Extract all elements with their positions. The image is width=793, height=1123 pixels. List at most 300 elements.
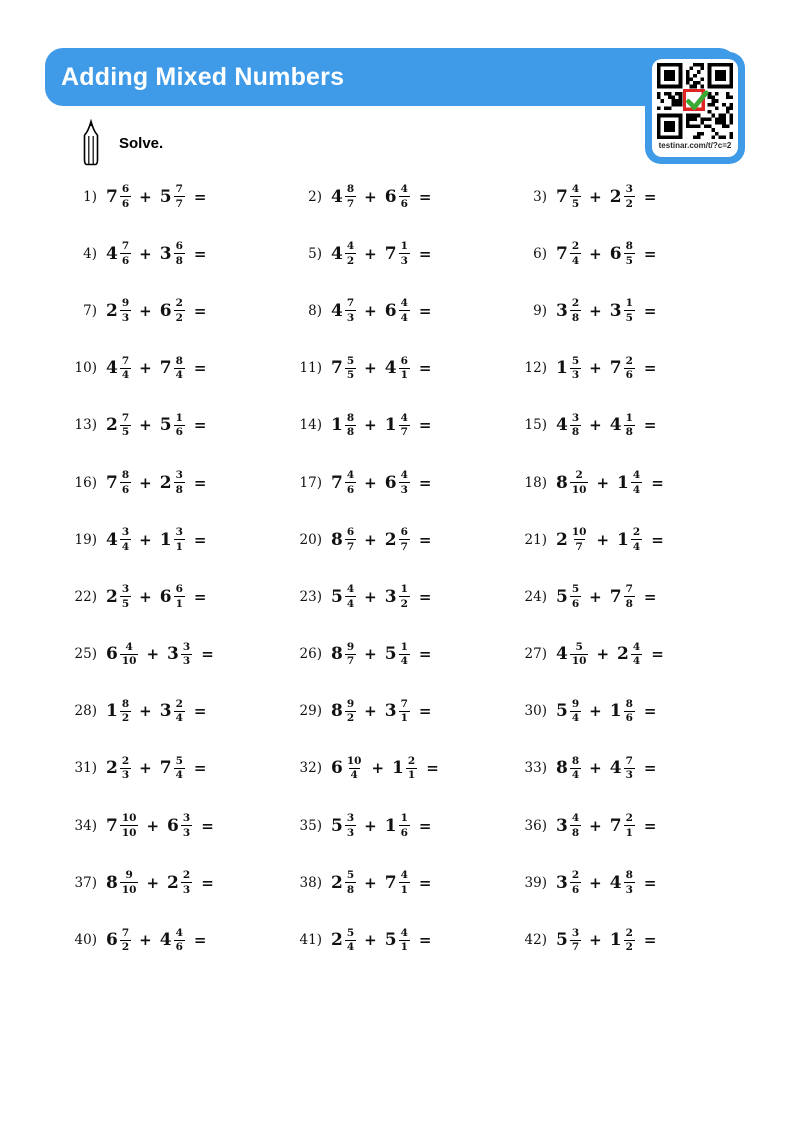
numerator: 2 (175, 297, 183, 310)
plus-sign: + (139, 301, 152, 320)
whole-number: 3 (167, 644, 179, 665)
problem-number: 10) (74, 360, 97, 377)
denominator: 7 (175, 197, 183, 210)
mixed-number-1 (331, 470, 356, 495)
numerator: 6 (121, 183, 130, 196)
mixed-number-1 (106, 870, 138, 895)
mixed-number-1 (106, 584, 131, 609)
equals-sign: = (651, 530, 664, 549)
numerator: 8 (571, 754, 580, 767)
whole-number: 1 (331, 415, 343, 436)
problem (520, 584, 760, 609)
problem (295, 527, 520, 552)
denominator: 4 (346, 597, 355, 610)
mixed-number-1 (106, 241, 131, 266)
mixed-number-1 (556, 756, 581, 781)
denominator: 10 (121, 883, 137, 896)
denominator: 2 (121, 941, 130, 954)
numerator: 6 (400, 354, 408, 367)
mixed-number-2 (610, 813, 635, 838)
problem-number: 27) (524, 646, 547, 663)
denominator: 6 (625, 712, 633, 725)
mixed-number-1 (556, 184, 581, 209)
mixed-number-2 (167, 642, 192, 667)
numerator: 4 (346, 240, 355, 253)
numerator: 10 (121, 812, 137, 825)
mixed-number-2 (385, 870, 410, 895)
fraction (399, 642, 410, 667)
instruction-row (76, 118, 163, 168)
equals-sign: = (643, 931, 657, 950)
mixed-number-1 (331, 756, 363, 781)
fraction (624, 584, 635, 609)
instruction-label: Solve. (119, 134, 164, 152)
fraction (624, 756, 635, 781)
fraction (570, 813, 581, 838)
equals-sign: = (193, 416, 207, 435)
page-title: Adding Mixed Numbers (61, 63, 345, 91)
problem-number: 22) (74, 588, 97, 605)
fraction (174, 298, 185, 323)
fraction (120, 184, 131, 209)
fraction (399, 584, 410, 609)
qr-caption: testinar.com/t/?c=2 (658, 141, 732, 150)
problem (70, 699, 295, 724)
numerator: 4 (400, 297, 408, 310)
equals-sign: = (418, 645, 432, 664)
plus-sign: + (364, 530, 377, 549)
problem-number: 24) (524, 588, 547, 605)
equals-sign: = (643, 816, 657, 835)
mixed-number-1 (556, 870, 581, 895)
plus-sign: + (589, 244, 602, 263)
whole-number: 8 (106, 872, 118, 893)
qr-code-icon (657, 63, 733, 139)
problem-number: 42) (524, 932, 547, 949)
equals-sign: = (643, 244, 657, 263)
mixed-number-2 (385, 584, 410, 609)
mixed-number-1 (331, 813, 356, 838)
denominator: 3 (121, 769, 130, 782)
mixed-number-1 (331, 584, 356, 609)
problem (295, 241, 520, 266)
problem-number: 23) (299, 588, 322, 605)
denominator: 1 (400, 883, 408, 896)
plus-sign: + (364, 931, 377, 950)
numerator: 8 (625, 697, 633, 710)
denominator: 1 (400, 369, 408, 382)
fraction (399, 699, 410, 724)
plus-sign: + (596, 645, 610, 664)
fraction (174, 928, 185, 953)
denominator: 4 (400, 655, 408, 668)
mixed-number-1 (331, 356, 356, 381)
mixed-number-2 (160, 928, 185, 953)
denominator: 7 (346, 197, 355, 210)
whole-number: 8 (331, 644, 343, 665)
problem (520, 813, 760, 838)
mixed-number-1 (106, 298, 131, 323)
problem (70, 241, 295, 266)
denominator: 8 (346, 883, 355, 896)
fraction (631, 470, 642, 495)
numerator: 7 (400, 697, 408, 710)
plus-sign: + (364, 873, 377, 892)
fraction (399, 241, 410, 266)
problem-number: 38) (299, 874, 322, 891)
denominator: 3 (346, 826, 355, 839)
mixed-number-2 (610, 699, 635, 724)
denominator: 5 (121, 597, 130, 610)
numerator: 3 (121, 583, 130, 596)
mixed-number-2 (617, 470, 642, 495)
denominator: 3 (400, 254, 408, 267)
whole-number: 1 (384, 815, 397, 836)
fraction (345, 184, 356, 209)
mixed-number-2 (610, 870, 635, 895)
whole-number: 7 (384, 872, 397, 893)
plus-sign: + (139, 473, 152, 492)
equals-sign: = (643, 873, 657, 892)
numerator: 5 (346, 354, 355, 367)
denominator: 2 (121, 712, 130, 725)
numerator: 4 (400, 411, 408, 424)
plus-sign: + (139, 702, 152, 721)
whole-number: 4 (556, 415, 568, 436)
whole-number: 4 (384, 358, 397, 379)
problem-number: 13) (74, 417, 97, 434)
problem (70, 184, 295, 209)
numerator: 4 (125, 640, 133, 653)
fraction (120, 813, 139, 838)
problem (520, 356, 760, 381)
problem (520, 241, 760, 266)
problem (520, 184, 760, 209)
equals-sign: = (418, 816, 432, 835)
fraction (120, 870, 139, 895)
mixed-number-1 (331, 642, 356, 667)
fraction (570, 470, 589, 495)
problem (295, 356, 520, 381)
numerator: 9 (346, 697, 355, 710)
problem-number: 19) (74, 531, 97, 548)
numerator: 7 (175, 183, 183, 196)
mixed-number-2 (610, 584, 635, 609)
whole-number: 8 (331, 701, 343, 722)
problem (520, 699, 760, 724)
numerator: 7 (121, 240, 130, 253)
whole-number: 7 (609, 586, 622, 607)
numerator: 3 (625, 183, 633, 196)
fraction (174, 413, 185, 438)
mixed-number-2 (160, 356, 185, 381)
fraction (120, 642, 139, 667)
equals-sign: = (193, 759, 207, 778)
numerator: 2 (575, 469, 583, 482)
whole-number: 4 (106, 358, 118, 379)
fraction (399, 527, 410, 552)
denominator: 5 (625, 254, 633, 267)
fraction (345, 413, 356, 438)
whole-number: 3 (556, 872, 568, 893)
equals-sign: = (193, 931, 207, 950)
denominator: 4 (175, 369, 183, 382)
mixed-number-2 (617, 642, 642, 667)
mixed-number-2 (392, 756, 417, 781)
mixed-number-2 (160, 527, 185, 552)
denominator: 8 (571, 311, 580, 324)
denominator: 8 (175, 254, 183, 267)
problem-number: 9) (533, 302, 547, 319)
fraction (345, 527, 356, 552)
fraction (570, 184, 581, 209)
equals-sign: = (193, 301, 207, 320)
fraction (120, 584, 131, 609)
whole-number: 2 (167, 872, 179, 893)
whole-number: 5 (159, 415, 172, 436)
mixed-number-1 (106, 356, 131, 381)
problem-number: 20) (299, 531, 322, 548)
problem (295, 584, 520, 609)
plus-sign: + (589, 702, 602, 721)
plus-sign: + (146, 816, 160, 835)
fraction (120, 356, 131, 381)
numerator: 3 (175, 526, 183, 539)
numerator: 4 (346, 469, 355, 482)
equals-sign: = (201, 873, 214, 892)
mixed-number-1 (106, 756, 131, 781)
denominator: 5 (571, 197, 580, 210)
whole-number: 7 (159, 358, 172, 379)
whole-number: 3 (159, 701, 172, 722)
mixed-number-1 (106, 699, 131, 724)
denominator: 7 (346, 655, 355, 668)
mixed-number-2 (610, 184, 635, 209)
whole-number: 1 (617, 529, 629, 550)
fraction (181, 813, 192, 838)
fraction (345, 699, 356, 724)
denominator: 2 (625, 197, 633, 210)
numerator: 1 (625, 411, 633, 424)
denominator: 2 (400, 597, 408, 610)
equals-sign: = (643, 759, 657, 778)
plus-sign: + (364, 359, 377, 378)
numerator: 4 (400, 183, 408, 196)
whole-number: 2 (106, 758, 118, 779)
numerator: 8 (121, 469, 130, 482)
whole-number: 7 (331, 358, 343, 379)
denominator: 2 (346, 254, 355, 267)
problem-number: 12) (524, 360, 547, 377)
problem (520, 413, 760, 438)
fraction (345, 642, 356, 667)
problem-number: 14) (299, 417, 322, 434)
numerator: 5 (346, 926, 355, 939)
problem-number: 36) (524, 817, 547, 834)
whole-number: 1 (609, 701, 622, 722)
mixed-number-2 (617, 527, 642, 552)
numerator: 5 (571, 354, 580, 367)
denominator: 10 (571, 483, 587, 496)
denominator: 3 (121, 311, 130, 324)
whole-number: 2 (609, 186, 622, 207)
fraction (399, 928, 410, 953)
fraction (570, 928, 581, 953)
plus-sign: + (589, 416, 602, 435)
problem-number: 18) (524, 474, 547, 491)
numerator: 2 (571, 297, 580, 310)
fraction (399, 413, 410, 438)
qr-code-block (645, 52, 745, 164)
plus-sign: + (589, 587, 602, 606)
fraction (624, 870, 635, 895)
fraction (399, 184, 410, 209)
equals-sign: = (201, 816, 214, 835)
equals-sign: = (643, 301, 657, 320)
mixed-number-2 (160, 241, 185, 266)
denominator: 5 (346, 369, 355, 382)
fraction (120, 470, 131, 495)
equals-sign: = (193, 187, 207, 206)
numerator: 2 (407, 754, 416, 767)
numerator: 3 (175, 469, 183, 482)
denominator: 4 (350, 769, 358, 782)
numerator: 7 (625, 583, 633, 596)
problems-grid (70, 168, 760, 969)
whole-number: 1 (384, 415, 397, 436)
problem (520, 928, 760, 953)
numerator: 4 (346, 583, 355, 596)
equals-sign: = (193, 702, 207, 721)
mixed-number-1 (556, 527, 588, 552)
mixed-number-1 (556, 413, 581, 438)
mixed-number-2 (610, 241, 635, 266)
whole-number: 7 (556, 186, 568, 207)
problem (70, 298, 295, 323)
equals-sign: = (418, 301, 432, 320)
whole-number: 3 (384, 701, 397, 722)
mixed-number-2 (385, 413, 410, 438)
problem-number: 6) (533, 245, 547, 262)
problem-number: 40) (74, 932, 97, 949)
problem-number: 3) (533, 188, 547, 205)
numerator: 8 (625, 869, 633, 882)
fraction (174, 527, 185, 552)
denominator: 4 (121, 540, 130, 553)
problem (70, 756, 295, 781)
denominator: 1 (175, 540, 183, 553)
denominator: 7 (346, 540, 355, 553)
whole-number: 2 (331, 872, 343, 893)
denominator: 6 (571, 883, 580, 896)
equals-sign: = (643, 702, 657, 721)
fraction (631, 642, 642, 667)
numerator: 3 (121, 526, 130, 539)
mixed-number-1 (556, 356, 581, 381)
mixed-number-2 (385, 813, 410, 838)
fraction (399, 813, 410, 838)
fraction (120, 298, 131, 323)
fraction (181, 642, 192, 667)
whole-number: 7 (609, 815, 622, 836)
whole-number: 8 (556, 758, 568, 779)
equals-sign: = (418, 873, 432, 892)
mixed-number-1 (556, 298, 581, 323)
equals-sign: = (426, 759, 439, 778)
whole-number: 7 (331, 472, 343, 493)
denominator: 3 (346, 311, 355, 324)
numerator: 2 (175, 697, 183, 710)
problem-number: 32) (299, 760, 322, 777)
whole-number: 7 (384, 243, 397, 264)
mixed-number-2 (385, 298, 410, 323)
problem (70, 527, 295, 552)
fraction (174, 470, 185, 495)
whole-number: 5 (384, 930, 397, 951)
whole-number: 8 (556, 472, 568, 493)
denominator: 6 (175, 941, 183, 954)
fraction (631, 527, 642, 552)
problem-number: 26) (299, 646, 322, 663)
problem-number: 8) (308, 302, 322, 319)
whole-number: 1 (106, 701, 118, 722)
denominator: 6 (625, 369, 633, 382)
fraction (570, 413, 581, 438)
fraction (174, 356, 185, 381)
equals-sign: = (193, 587, 207, 606)
equals-sign: = (193, 244, 207, 263)
whole-number: 6 (609, 243, 622, 264)
denominator: 4 (632, 540, 641, 553)
mixed-number-2 (385, 184, 410, 209)
denominator: 4 (121, 369, 130, 382)
whole-number: 6 (159, 300, 172, 321)
numerator: 7 (121, 411, 130, 424)
fraction (120, 527, 131, 552)
plus-sign: + (364, 587, 377, 606)
problem-number: 1) (83, 188, 97, 205)
problem-number: 7) (83, 302, 97, 319)
plus-sign: + (371, 759, 385, 778)
fraction (345, 298, 356, 323)
numerator: 9 (125, 869, 133, 882)
denominator: 2 (346, 712, 355, 725)
fraction (570, 241, 581, 266)
plus-sign: + (139, 759, 152, 778)
plus-sign: + (364, 702, 377, 721)
plus-sign: + (589, 931, 602, 950)
problem (70, 813, 295, 838)
numerator: 5 (575, 640, 583, 653)
fraction (120, 699, 131, 724)
whole-number: 1 (392, 758, 404, 779)
fraction (345, 813, 356, 838)
plus-sign: + (139, 587, 152, 606)
whole-number: 4 (609, 758, 622, 779)
fraction (570, 870, 581, 895)
problem-number: 4) (83, 245, 97, 262)
plus-sign: + (364, 416, 377, 435)
whole-number: 4 (331, 300, 343, 321)
numerator: 6 (175, 240, 183, 253)
whole-number: 5 (556, 701, 568, 722)
fraction (120, 756, 131, 781)
numerator: 7 (121, 354, 130, 367)
denominator: 1 (625, 826, 633, 839)
problem (295, 756, 520, 781)
whole-number: 4 (556, 644, 568, 665)
problem (295, 813, 520, 838)
